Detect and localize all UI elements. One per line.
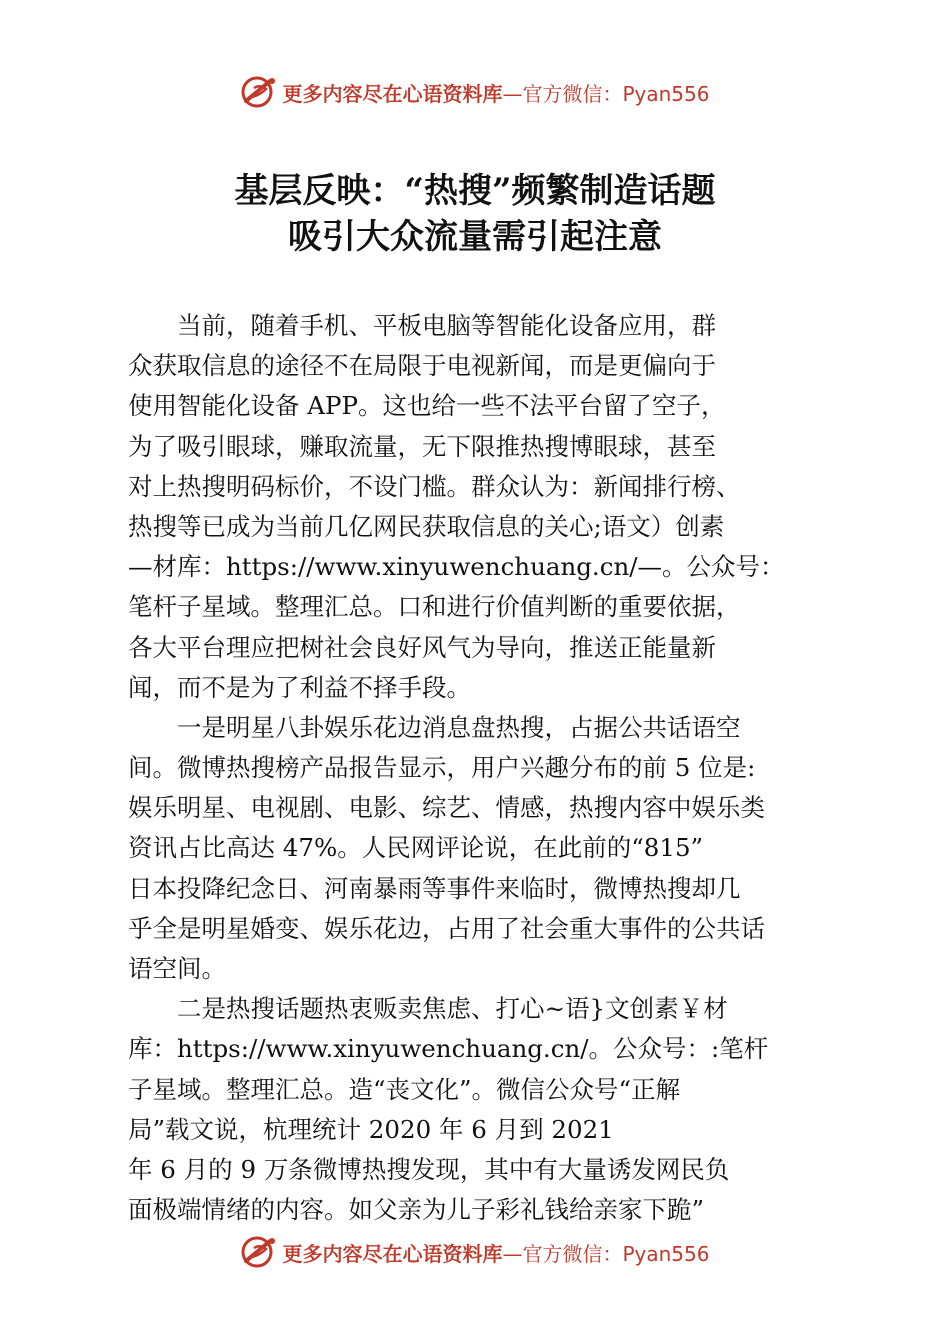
text-line: 日本投降纪念日、河南暴雨等事件来临时，微博热搜却几 xyxy=(128,873,741,903)
text-line: 二是热搜话题热衷贩卖焦虑、打心~语}文创素￥材 xyxy=(128,994,728,1024)
title-line-1: 基层反映：“热搜”频繁制造话题 xyxy=(234,171,716,211)
banner-text xyxy=(282,1238,709,1267)
text-line: 年 6 月的 9 万条微博热搜发现，其中有大量诱发网民负 xyxy=(128,1154,730,1184)
logo-icon xyxy=(240,1235,278,1269)
text-line: 面极端情绪的内容。如父亲为儿子彩礼钱给亲家下跪” xyxy=(128,1195,705,1225)
banner-wechat: —官方微信：Pyan556 xyxy=(502,81,710,106)
banner-text xyxy=(282,78,709,107)
text-line: 局”载文说，杭理统计 2020 年 6 月到 2021 xyxy=(128,1114,614,1144)
logo-icon xyxy=(240,75,278,109)
text-line: 众获取信息的途径不在局限于电视新闻，而是更偏向于 xyxy=(128,351,716,381)
banner-library-name: 更多内容尽在心语资料库 xyxy=(282,1241,503,1266)
text-line: 笔杆子星域。整理汇总。口和进行价值判断的重要依据， xyxy=(128,592,741,622)
text-line: 间。微博热搜榜产品报告显示，用户兴趣分布的前 5 位是: xyxy=(128,753,756,783)
text-line: 使用智能化设备 APP。这也给一些不法平台留了空子， xyxy=(128,391,726,421)
title-line-2: 吸引大众流量需引起注意 xyxy=(288,217,662,257)
text-line: 库：https://www.xinyuwenchuang.cn/。公众号：:笔杆 xyxy=(128,1034,769,1064)
header-banner xyxy=(0,72,950,112)
text-line: 资讯占比高达 47%。人民网评论说，在此前的“815” xyxy=(128,833,704,863)
text-line: 当前，随着手机、平板电脑等智能化设备应用，群 xyxy=(128,311,716,340)
banner-wechat: —官方微信：Pyan556 xyxy=(502,1241,710,1266)
text-line: 闻，而不是为了利益不择手段。 xyxy=(128,672,471,702)
banner-library-name: 更多内容尽在心语资料库 xyxy=(282,81,503,106)
document-title xyxy=(0,168,950,260)
text-line: 各大平台理应把树社会良好风气为导向，推送正能量新 xyxy=(128,632,716,662)
text-line: —材库：https://www.xinyuwenchuang.cn/—。公众号： xyxy=(128,552,785,582)
article-body xyxy=(128,306,840,1230)
text-line: 语空间。 xyxy=(128,954,226,983)
text-line: 热搜等已成为当前几亿网民获取信息的关心;语文）创素 xyxy=(128,511,725,541)
text-line: 乎全是明星婚变、娱乐花边，占用了社会重大事件的公共话 xyxy=(128,913,765,943)
text-line: 子星域。整理汇总。造“丧文化”。微信公众号“正解 xyxy=(128,1074,681,1104)
text-line: 对上热搜明码标价，不设门槛。群众认为：新闻排行榜、 xyxy=(128,471,741,501)
text-line: 为了吸引眼球，赚取流量，无下限推热搜博眼球，甚至 xyxy=(128,431,716,461)
text-line: 娱乐明星、电视剧、电影、综艺、情感，热搜内容中娱乐类 xyxy=(128,793,765,823)
text-line: 一是明星八卦娱乐花边消息盘热搜，占据公共话语空 xyxy=(128,712,741,742)
footer-banner xyxy=(0,1232,950,1272)
